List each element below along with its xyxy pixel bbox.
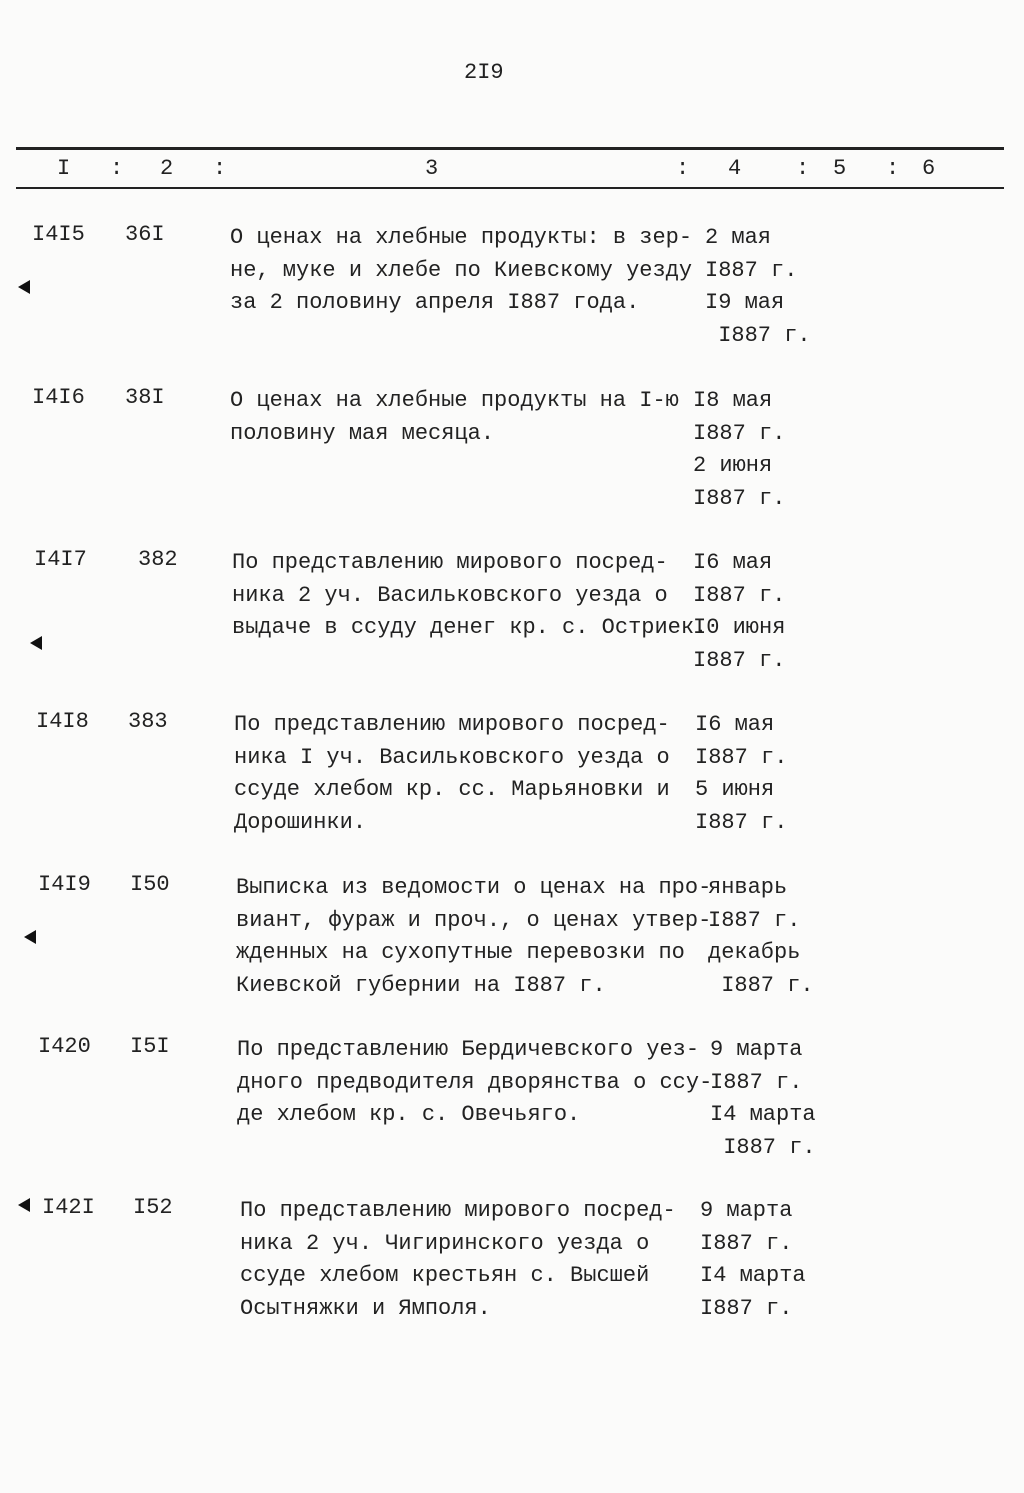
record-dates <box>708 872 814 1002</box>
description-line: Киевской губернии на I887 г. <box>236 972 606 998</box>
record-dates <box>710 1034 816 1164</box>
date-line: 9 марта <box>710 1037 803 1062</box>
description-line: ника I уч. Васильковского уезда о <box>234 744 670 770</box>
description-line: половину мая месяца. <box>230 420 495 446</box>
sheet-number: 38I <box>125 385 165 410</box>
table-header-rule <box>16 187 1004 189</box>
description-line: По представлению мирового посред- <box>240 1198 676 1223</box>
column-separator: : <box>886 156 900 181</box>
record-description <box>230 385 679 450</box>
description-line: Осытняжки и Ямполя. <box>240 1295 491 1321</box>
date-line: I887 г. <box>710 1069 803 1095</box>
description-line: де хлебом кр. с. Овечьяго. <box>237 1102 581 1127</box>
column-header: 2 <box>160 156 174 181</box>
description-line: ника 2 уч. Васильковского уезда о <box>232 582 668 608</box>
date-line: I8 мая <box>693 388 773 413</box>
description-line: По представлению мирового посред- <box>234 712 670 737</box>
record-dates <box>695 709 787 839</box>
date-line: 5 июня <box>695 777 775 802</box>
column-header: 6 <box>922 156 936 181</box>
record-number: I4I6 <box>32 385 85 410</box>
column-header: 5 <box>833 156 847 181</box>
description-line: виант, фураж и проч., о ценах утвер- <box>236 907 712 933</box>
sheet-number: 382 <box>138 547 178 572</box>
description-line: выдаче в ссуду денег кр. с. Остриек. <box>232 615 708 640</box>
sheet-number: I5I <box>130 1034 170 1059</box>
column-header: I <box>57 156 71 181</box>
margin-mark <box>24 930 36 944</box>
date-line: 2 мая <box>705 225 772 250</box>
description-line: не, муке и хлебе по Киевскому уезду <box>230 257 693 283</box>
sheet-number: 383 <box>128 709 168 734</box>
date-line: I887 г. <box>700 1230 793 1256</box>
record-description <box>230 222 692 320</box>
record-description <box>237 1034 712 1132</box>
column-separator: : <box>676 156 690 181</box>
record-number: I4I5 <box>32 222 85 247</box>
date-line: I6 мая <box>695 712 775 737</box>
sheet-number: I50 <box>130 872 170 897</box>
sheet-number: I52 <box>133 1195 173 1220</box>
description-line: ника 2 уч. Чигиринского уезда о <box>240 1230 650 1256</box>
date-line: I6 мая <box>693 550 773 575</box>
column-separator: : <box>796 156 810 181</box>
date-line: I887 г. <box>693 582 786 608</box>
date-line: I887 г. <box>708 907 801 933</box>
column-header: 4 <box>728 156 742 181</box>
page-number: 2I9 <box>464 60 504 85</box>
description-line: По представлению Бердичевского уез- <box>237 1037 700 1062</box>
record-description <box>236 872 711 1002</box>
date-line: I887 г. <box>693 485 786 511</box>
date-line: декабрь <box>708 940 801 965</box>
date-line: I887 г. <box>710 1134 816 1160</box>
date-line: I887 г. <box>705 322 811 348</box>
description-line: дного предводителя дворянства о ссу- <box>237 1069 713 1095</box>
column-separator: : <box>110 156 124 181</box>
description-line: О ценах на хлебные продукты: в зер- <box>230 225 693 250</box>
record-description <box>234 709 670 839</box>
margin-mark <box>30 636 42 650</box>
date-line: 9 марта <box>700 1198 793 1223</box>
description-line: О ценах на хлебные продукты на I-ю <box>230 388 679 413</box>
record-dates <box>700 1195 806 1325</box>
date-line: I887 г. <box>695 744 788 770</box>
table-top-rule <box>16 147 1004 150</box>
date-line: I887 г. <box>693 647 786 673</box>
date-line: 2 июня <box>693 453 773 478</box>
margin-mark <box>18 280 30 294</box>
date-line: I887 г. <box>695 809 788 835</box>
description-line: жденных на сухопутные перевозки по <box>236 940 685 965</box>
record-number: I4I8 <box>36 709 89 734</box>
record-number: I420 <box>38 1034 91 1059</box>
record-description <box>240 1195 676 1325</box>
record-number: I4I7 <box>34 547 87 572</box>
date-line: январь <box>708 875 788 900</box>
description-line: Дорошинки. <box>234 809 367 835</box>
date-line: I887 г. <box>705 257 798 283</box>
date-line: I0 июня <box>693 615 786 640</box>
record-description <box>232 547 707 645</box>
description-line: ссуде хлебом крестьян с. Высшей <box>240 1263 650 1288</box>
record-number: I4I9 <box>38 872 91 897</box>
description-line: Выписка из ведомости о ценах на про- <box>236 875 712 900</box>
column-header: 3 <box>425 156 439 181</box>
column-separator: : <box>213 156 227 181</box>
date-line: I9 мая <box>705 290 785 315</box>
description-line: за 2 половину апреля I887 года. <box>230 290 640 315</box>
margin-mark <box>18 1198 30 1212</box>
date-line: I887 г. <box>693 420 786 446</box>
record-dates <box>693 547 785 677</box>
description-line: ссуде хлебом кр. сс. Марьяновки и <box>234 777 670 802</box>
record-dates <box>693 385 785 515</box>
description-line: По представлению мирового посред- <box>232 550 668 575</box>
sheet-number: 36I <box>125 222 165 247</box>
date-line: I4 марта <box>710 1102 816 1127</box>
record-number: I42I <box>42 1195 95 1220</box>
date-line: I887 г. <box>700 1295 793 1321</box>
date-line: I887 г. <box>708 972 814 998</box>
record-dates <box>705 222 811 352</box>
date-line: I4 марта <box>700 1263 806 1288</box>
